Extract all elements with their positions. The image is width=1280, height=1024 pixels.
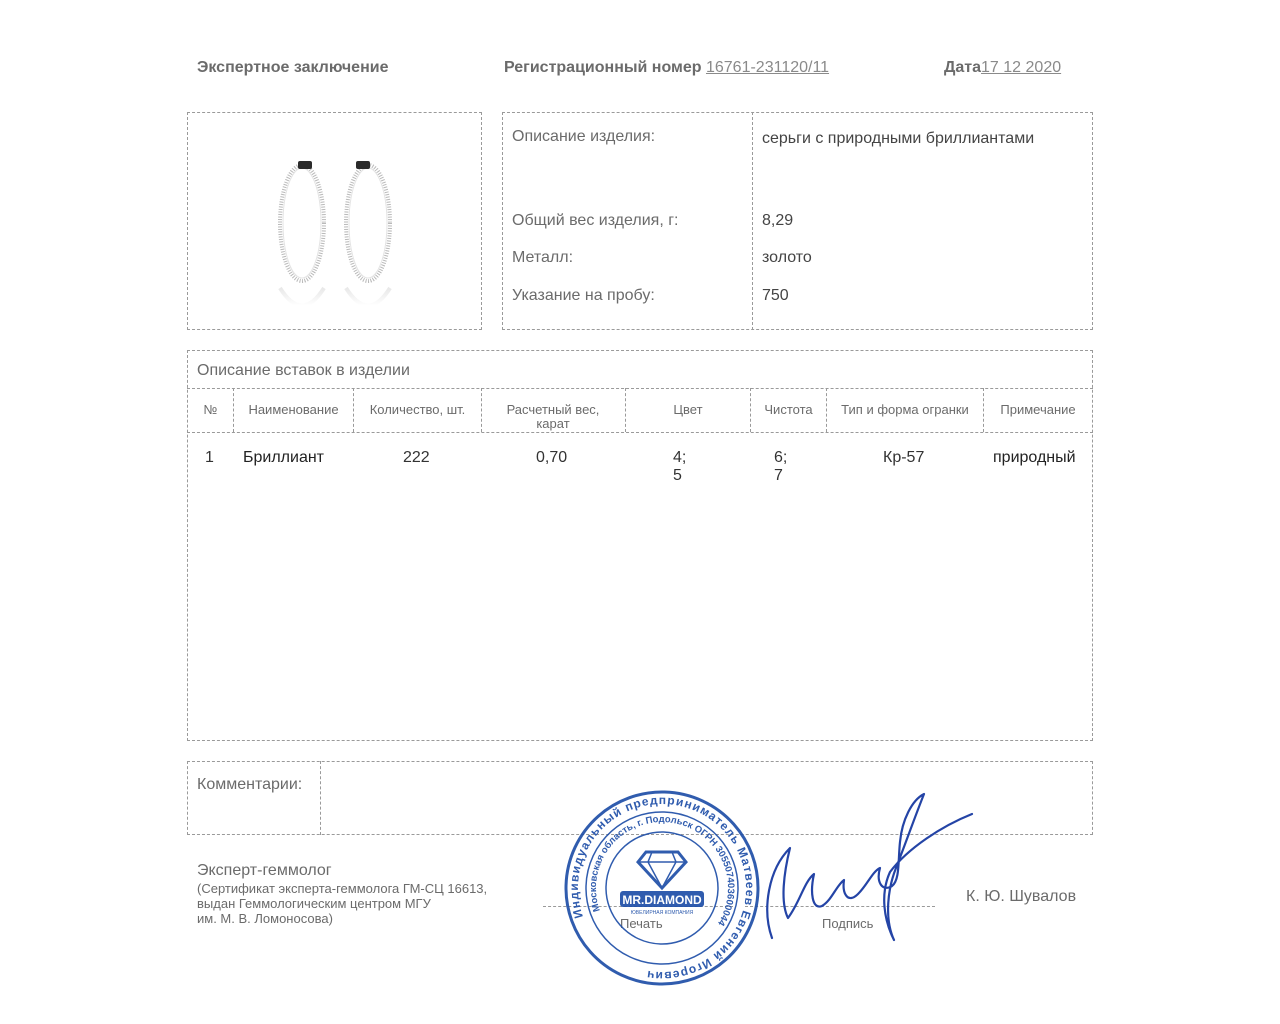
table-header-top-line — [187, 388, 1093, 389]
column-header-color: Цвет — [673, 402, 703, 417]
column-header-weight: Расчетный вес, карат — [506, 402, 600, 431]
product-photo-frame — [187, 112, 482, 330]
cell-number: 1 — [205, 449, 214, 466]
cert-line-1: (Сертификат эксперта-геммолога ГМ-СЦ 16613, — [197, 881, 488, 896]
diamond-logo-icon — [638, 852, 686, 888]
hallmark-label: Указание на пробу: — [512, 287, 655, 304]
expert-certificate — [197, 881, 487, 926]
document-title: Экспертное заключение — [197, 59, 389, 76]
hallmark-value: 750 — [762, 287, 789, 304]
column-header-quantity: Количество, шт. — [369, 402, 466, 417]
expert-name: К. Ю. Шувалов — [966, 888, 1077, 905]
column-header-clarity: Чистота — [764, 402, 813, 417]
cell-name: Бриллиант — [243, 449, 325, 466]
date-label: Дата — [944, 59, 982, 76]
column-header-cut: Тип и форма огранки — [841, 402, 969, 417]
svg-text:ЮВЕЛИРНАЯ КОМПАНИЯ: ЮВЕЛИРНАЯ КОМПАНИЯ — [630, 910, 694, 916]
comments-label: Комментарии: — [197, 776, 303, 793]
metal-value: золото — [762, 249, 812, 266]
handwritten-signature — [748, 790, 978, 950]
item-description-divider — [752, 112, 753, 330]
registration-label: Регистрационный номер — [504, 59, 702, 76]
description-label: Описание изделия: — [512, 128, 656, 145]
date — [944, 59, 1061, 77]
description-value: серьги с природными бриллиантами — [762, 130, 1035, 147]
svg-text:Московская область, г. Подольс: Московская область, г. Подольск ОГРН 305507403600044 — [587, 813, 737, 928]
table-header-bottom-line — [187, 432, 1093, 433]
inserts-section-title: Описание вставок в изделии — [197, 362, 410, 379]
registration-number — [504, 59, 829, 77]
cert-line-2: выдан Геммологическим центром МГУ — [197, 896, 431, 911]
column-header-number: № — [203, 402, 218, 417]
weight-label: Общий вес изделия, г: — [512, 212, 679, 229]
signature-label: Подпись — [822, 916, 874, 931]
column-header-note: Примечание — [1000, 402, 1076, 417]
cell-cut: Кр-57 — [883, 449, 925, 466]
comments-divider — [320, 761, 321, 835]
cell-weight: 0,70 — [536, 449, 568, 466]
expert-title: Эксперт-геммолог — [197, 862, 332, 879]
cell-clarity: 6; 7 — [774, 449, 788, 484]
cert-line-3: им. М. В. Ломоносова) — [197, 911, 333, 926]
column-divider — [481, 388, 482, 432]
stamp-label: Печать — [620, 916, 663, 931]
column-header-name: Наименование — [248, 402, 339, 417]
weight-value: 8,29 — [762, 212, 794, 229]
cell-color: 4; 5 — [673, 449, 687, 484]
cell-note: природный — [993, 449, 1076, 466]
svg-text:Индивидуальный предприниматель: Индивидуальный предприниматель Матвеев Евгений Игоревич — [566, 792, 758, 984]
svg-text:MR.DIAMOND: MR.DIAMOND — [622, 893, 702, 907]
registration-value: 16761-231120/11 — [705, 59, 830, 76]
cell-quantity: 222 — [403, 449, 430, 466]
metal-label: Металл: — [512, 249, 574, 266]
company-stamp — [562, 788, 762, 988]
earrings-photo — [188, 113, 483, 331]
date-value: 17 12 2020 — [981, 59, 1062, 76]
